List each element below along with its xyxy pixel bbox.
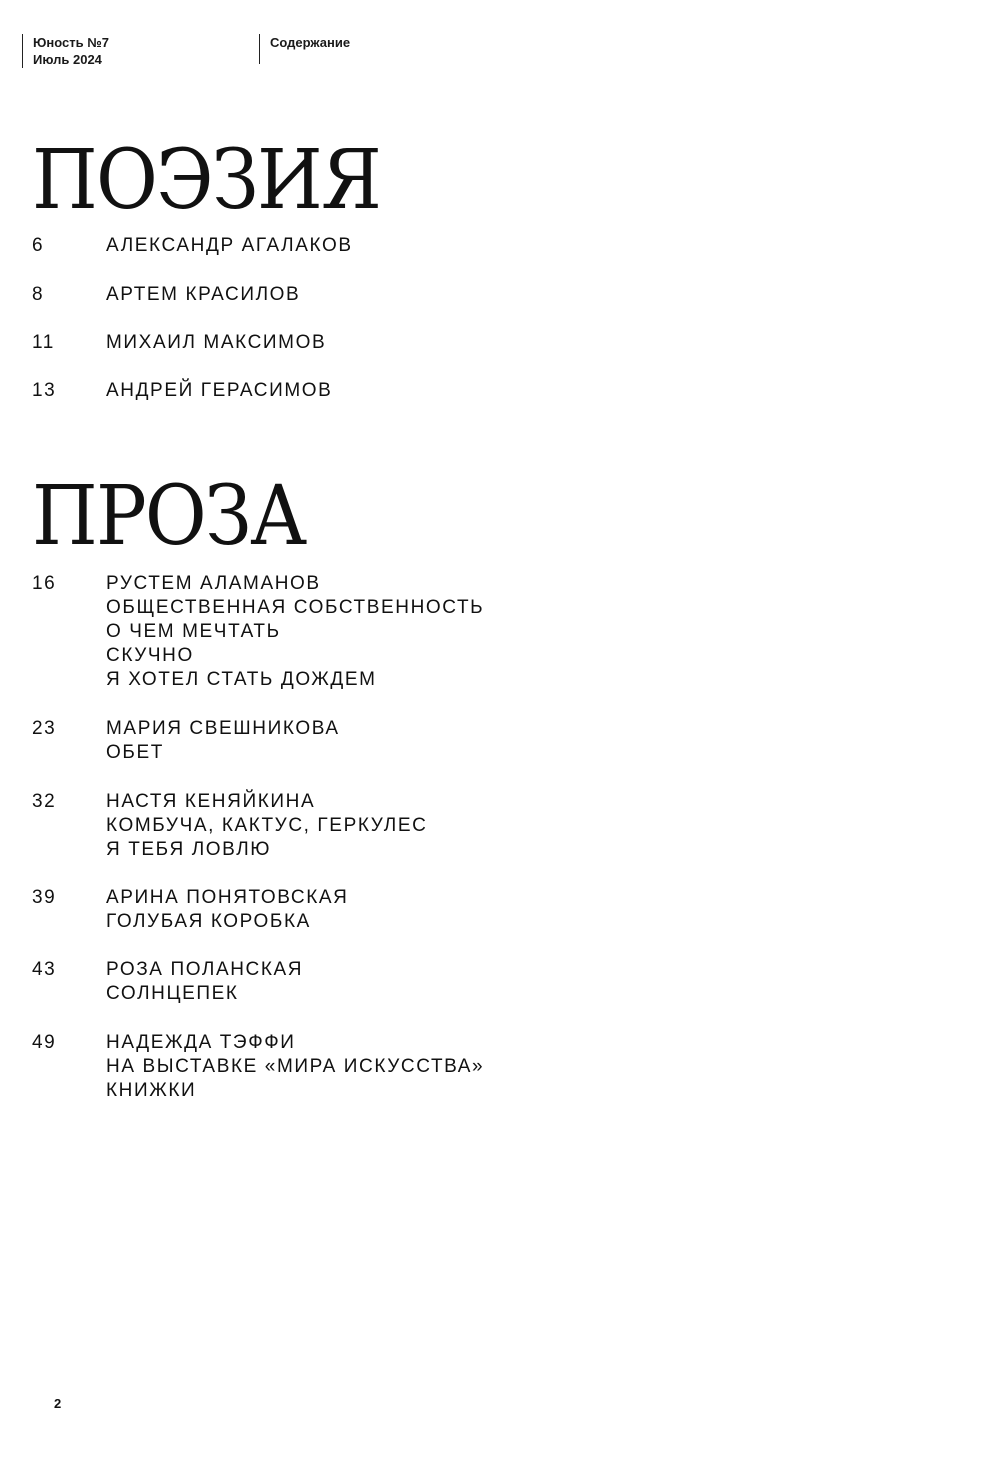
author-name: АНДРЕЙ ГЕРАСИМОВ <box>106 380 333 401</box>
work-title: КНИЖКИ <box>106 1080 197 1101</box>
author-name: РУСТЕМ АЛАМАНОВ <box>106 573 321 594</box>
page-number: 49 <box>32 1032 57 1053</box>
work-title: Я ХОТЕЛ СТАТЬ ДОЖДЕМ <box>106 669 377 690</box>
author-name: НАДЕЖДА ТЭФФИ <box>106 1032 296 1053</box>
work-title: Я ТЕБЯ ЛОВЛЮ <box>106 839 272 860</box>
author-name: АРИНА ПОНЯТОВСКАЯ <box>106 887 349 908</box>
magazine-header <box>22 34 109 68</box>
section-label: Содержание <box>270 35 351 50</box>
magazine-title: Юность №7 <box>33 35 109 50</box>
author-name: АРТЕМ КРАСИЛОВ <box>106 284 301 305</box>
page-number: 43 <box>32 959 57 980</box>
work-title: СОЛНЦЕПЕК <box>106 983 239 1004</box>
prose-heading: ПРОЗА <box>32 469 306 564</box>
poetry-heading: ПОЭЗИЯ <box>32 133 381 228</box>
page-number: 23 <box>32 718 57 739</box>
page-folio: 2 <box>54 1396 62 1411</box>
page-number: 39 <box>32 887 57 908</box>
author-name: МАРИЯ СВЕШНИКОВА <box>106 718 340 739</box>
issue-date: Июль 2024 <box>33 52 102 67</box>
page-number: 13 <box>32 380 57 401</box>
work-title: НА ВЫСТАВКЕ «МИРА ИСКУССТВА» <box>106 1056 485 1077</box>
page-number: 6 <box>32 235 45 256</box>
page-number: 11 <box>32 332 55 353</box>
work-title: ОБЕТ <box>106 742 164 763</box>
page-number: 8 <box>32 284 45 305</box>
work-title: О ЧЕМ МЕЧТАТЬ <box>106 621 281 642</box>
page-number: 16 <box>32 573 57 594</box>
work-title: ГОЛУБАЯ КОРОБКА <box>106 911 311 932</box>
section-header <box>259 34 350 64</box>
work-title: СКУЧНО <box>106 645 194 666</box>
author-name: МИХАИЛ МАКСИМОВ <box>106 332 327 353</box>
work-title: КОМБУЧА, КАКТУС, ГЕРКУЛЕС <box>106 815 428 836</box>
page-number: 32 <box>32 791 57 812</box>
author-name: НАСТЯ КЕНЯЙКИНА <box>106 791 316 812</box>
author-name: АЛЕКСАНДР АГАЛАКОВ <box>106 235 353 256</box>
work-title: ОБЩЕСТВЕННАЯ СОБСТВЕННОСТЬ <box>106 597 485 618</box>
author-name: РОЗА ПОЛАНСКАЯ <box>106 959 304 980</box>
